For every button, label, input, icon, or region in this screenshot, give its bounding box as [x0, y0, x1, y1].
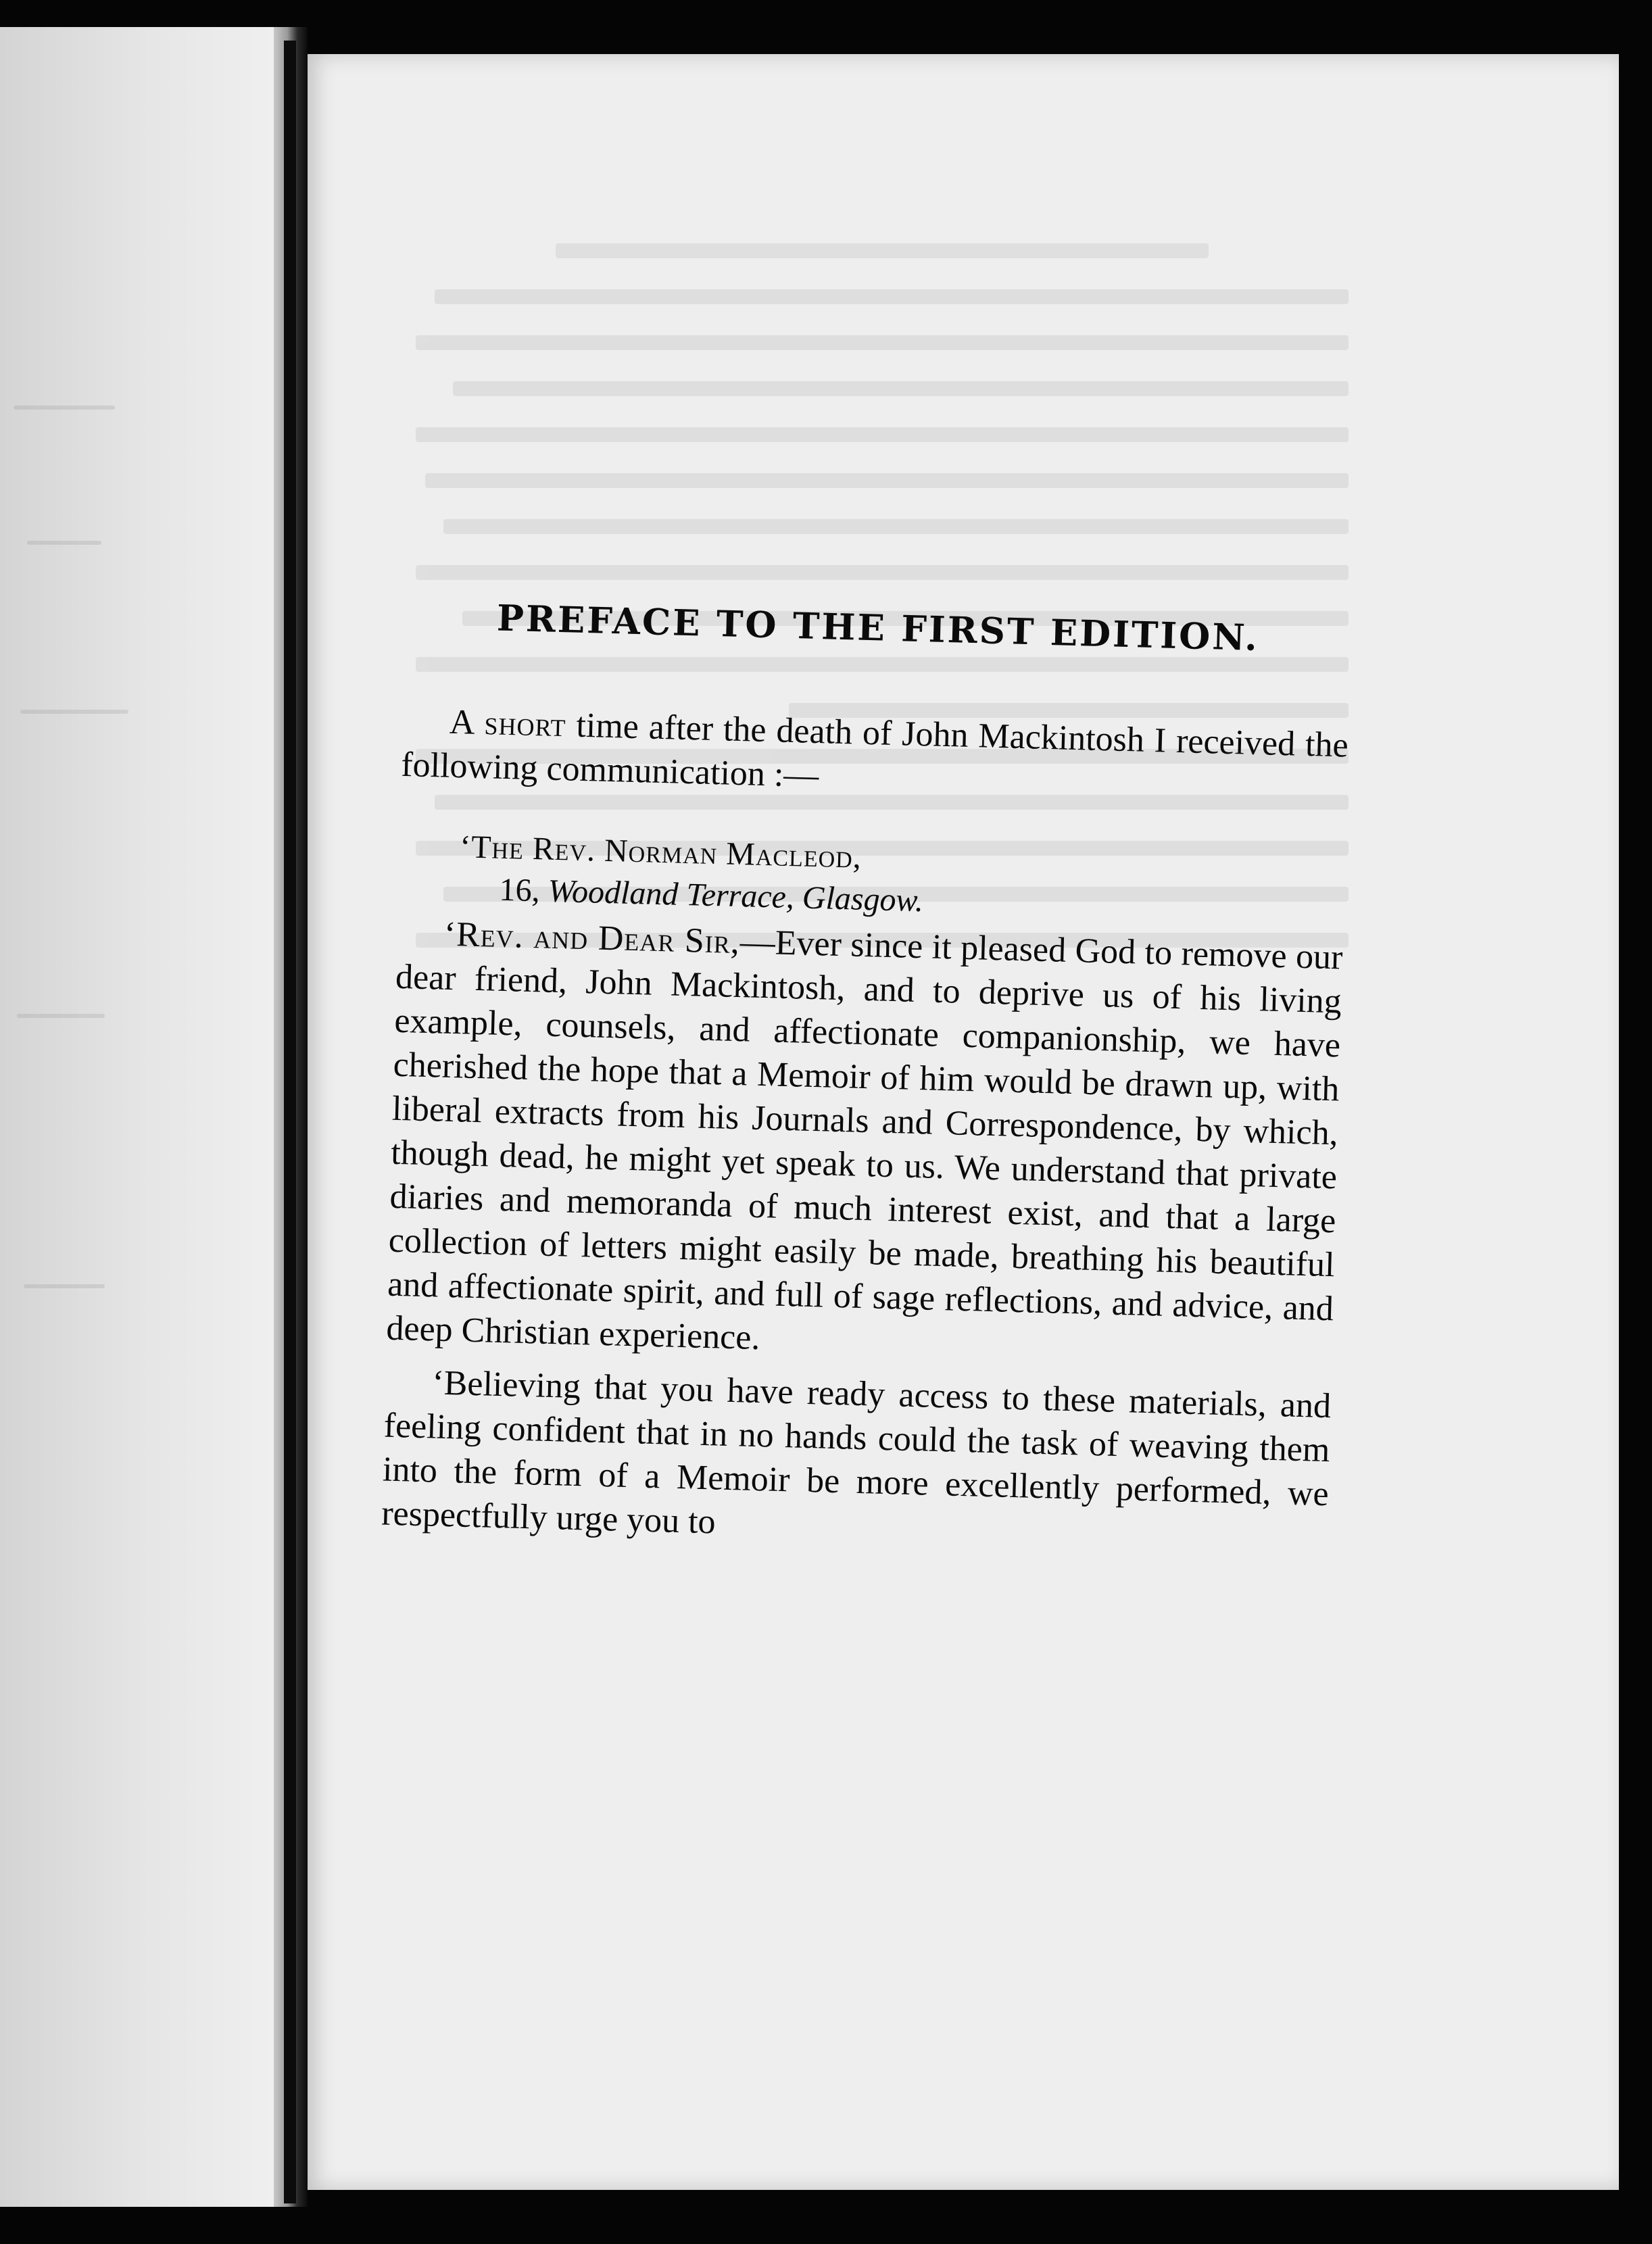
faint-mark — [27, 541, 101, 545]
address-street: Woodland Terrace, Glasgow. — [547, 873, 924, 919]
letter-salutation: ‘Rev. and Dear Sir, — [443, 914, 741, 962]
faint-mark — [17, 1014, 105, 1018]
page-title: PREFACE TO THE FIRST EDITION. — [496, 597, 1260, 660]
faint-mark — [14, 406, 115, 410]
left-page-edge — [0, 27, 274, 2207]
preface-text — [381, 595, 1352, 1560]
address-number: 16, — [498, 871, 549, 909]
letter-addressee: ‘The Rev. Norman Macleod, — [459, 829, 863, 875]
intro-paragraph — [401, 699, 1349, 812]
intro-text: time after the death of John Mackintosh I received the following communication :— — [400, 706, 1349, 796]
faint-mark — [20, 710, 128, 714]
letter-paragraph — [386, 911, 1344, 1375]
letter-paragraph-1: —Ever since it pleased God to remove our dear friend, John Mackintosh, and to deprive us of his living example, counsels, and affectionate companionship, we have cherished the hope that a Memoir of him would be drawn up, with liberal extracts from his Journals and Correspondence, by which, though dead, he might yet speak to us. We understand that private diaries and memoranda of much interest exist, and that a large collection of letters might easily be made, breathing his beautiful and affectionate spirit, and full of sage reflections, and advice, and deep Christian experience. — [385, 923, 1344, 1358]
binding-shadow — [284, 41, 296, 2203]
faint-mark — [24, 1284, 105, 1288]
letter-paragraph-2: ‘Believing that you have ready access to these materials, and feeling confident that in no hands could the task of weaving them into the form of a Memoir be more excellently performed, we respectfully urge you to — [381, 1363, 1332, 1542]
intro-lead-small-caps: A short — [449, 702, 567, 745]
